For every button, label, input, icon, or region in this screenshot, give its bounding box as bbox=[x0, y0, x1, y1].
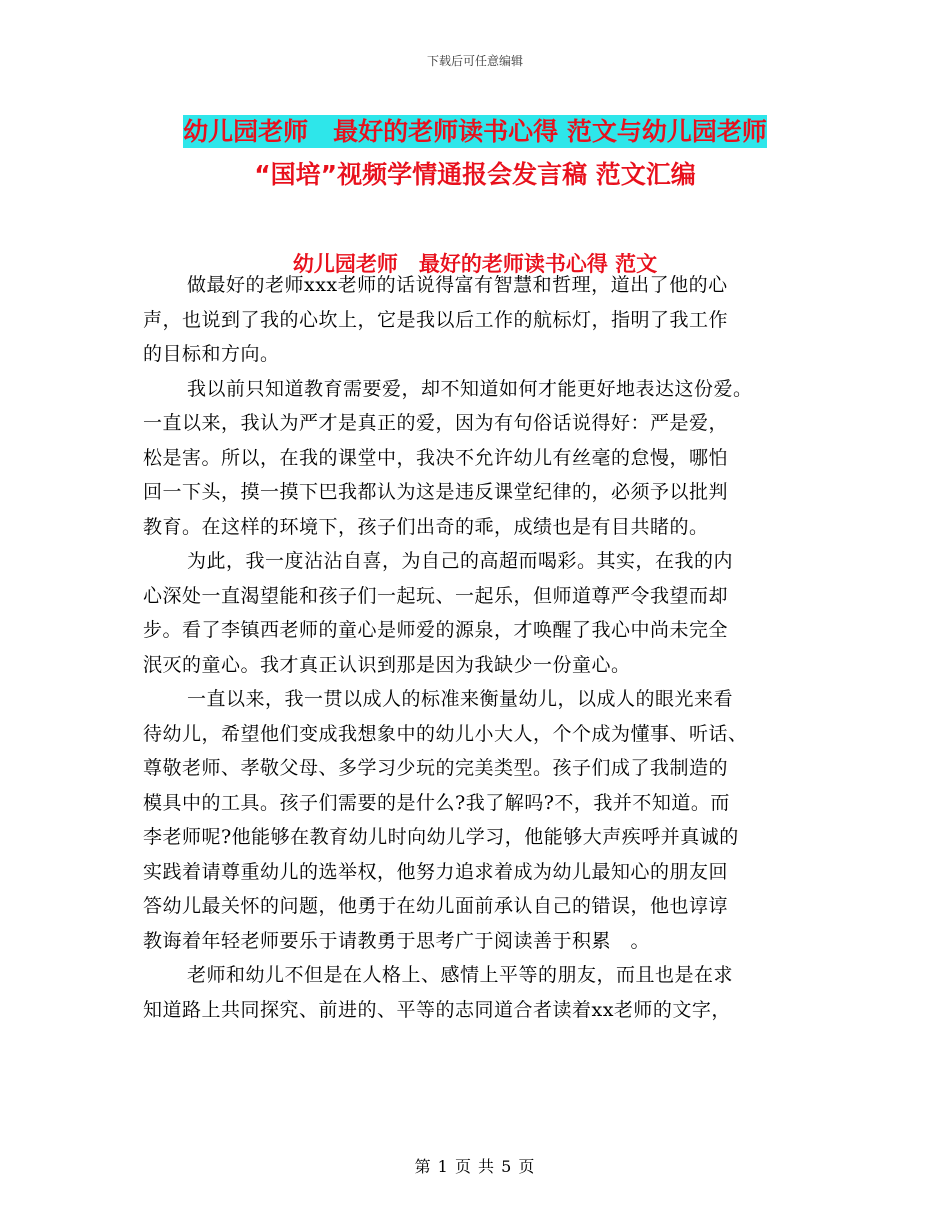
text-line: 知道路上共同探究、前进的、平等的志同道合者读着xx老师的文字， bbox=[143, 998, 731, 1021]
text-line: 松是害。所以，在我的课堂中，我决不允许幼儿有丝毫的怠慢，哪怕 bbox=[143, 446, 729, 469]
text-line: 心深处一直渴望能和孩子们一起玩、一起乐，但师道尊严令我望而却 bbox=[143, 584, 729, 607]
text-line: 教育。在这样的环境下，孩子们出奇的乖，成绩也是有目共睹的。 bbox=[143, 515, 709, 538]
text-line: 答幼儿最关怀的问题，他勇于在幼儿面前承认自己的错误，他也谆谆 bbox=[143, 895, 729, 917]
text-line: 一直以来，我一贯以成人的标准来衡量幼儿，以成人的眼光来看 bbox=[187, 688, 734, 710]
text-line: 实践着请尊重幼儿的选举权，他努力追求着成为幼儿最知心的朋友回 bbox=[143, 860, 729, 883]
text-line: 为此，我一度沾沾自喜，为自己的高超而喝彩。其实，在我的内 bbox=[187, 550, 734, 572]
paragraph bbox=[143, 372, 811, 545]
paragraph bbox=[143, 544, 811, 682]
text-line: 一直以来，我认为严才是真正的爱，因为有句俗话说得好：严是爱， bbox=[143, 412, 729, 434]
text-line: 步。看了李镇西老师的童心是师爱的源泉，才唤醒了我心中尚未完全 bbox=[143, 619, 729, 641]
text-line: 模具中的工具。孩子们需要的是什么?我了解吗?不，我并不知道。而 bbox=[143, 791, 730, 814]
paragraph bbox=[143, 268, 811, 372]
text-line: 做最好的老师xxx老师的话说得富有智慧和哲理，道出了他的心 bbox=[187, 274, 728, 296]
section-title: 幼儿园老师 最好的老师读书心得 范文 bbox=[292, 252, 658, 276]
text-line: 李老师呢?他能够在教育幼儿时向幼儿学习，他能够大声疾呼并真诚的 bbox=[143, 826, 739, 848]
body-text bbox=[143, 268, 811, 1027]
title-line-1: 幼儿园老师 最好的老师读书心得 范文与幼儿园老师 bbox=[183, 117, 767, 146]
text-line: 教诲着年轻老师要乐于请教勇于思考广于阅读善于积累 。 bbox=[143, 929, 651, 952]
text-line: 回一下头，摸一摸下巴我都认为这是违反课堂纪律的，必须予以批判 bbox=[143, 481, 729, 503]
text-line: 的目标和方向。 bbox=[143, 343, 280, 365]
paragraph bbox=[143, 682, 811, 958]
paragraph bbox=[143, 958, 811, 1027]
text-line: 尊敬老师、孝敬父母、多学习少玩的完美类型。孩子们成了我制造的 bbox=[143, 757, 729, 779]
page-number: 第 1 页 共 5 页 bbox=[414, 1157, 536, 1176]
title-line-2: “国培”视频学情通报会发言稿 范文汇编 bbox=[254, 160, 696, 189]
text-line: 我以前只知道教育需要爱，却不知道如何才能更好地表达这份爱。 bbox=[187, 377, 753, 400]
page-header: 下载后可任意编辑 bbox=[426, 54, 523, 68]
text-line: 老师和幼儿不但是在人格上、感情上平等的朋友，而且也是在求 bbox=[187, 964, 734, 986]
text-line: 声，也说到了我的心坎上，它是我以后工作的航标灯，指明了我工作 bbox=[143, 308, 729, 331]
text-line: 待幼儿，希望他们变成我想象中的幼儿小大人，个个成为懂事、听话、 bbox=[143, 722, 748, 745]
text-line: 泯灭的童心。我才真正认识到那是因为我缺少一份童心。 bbox=[143, 653, 631, 676]
document-title bbox=[0, 110, 950, 196]
